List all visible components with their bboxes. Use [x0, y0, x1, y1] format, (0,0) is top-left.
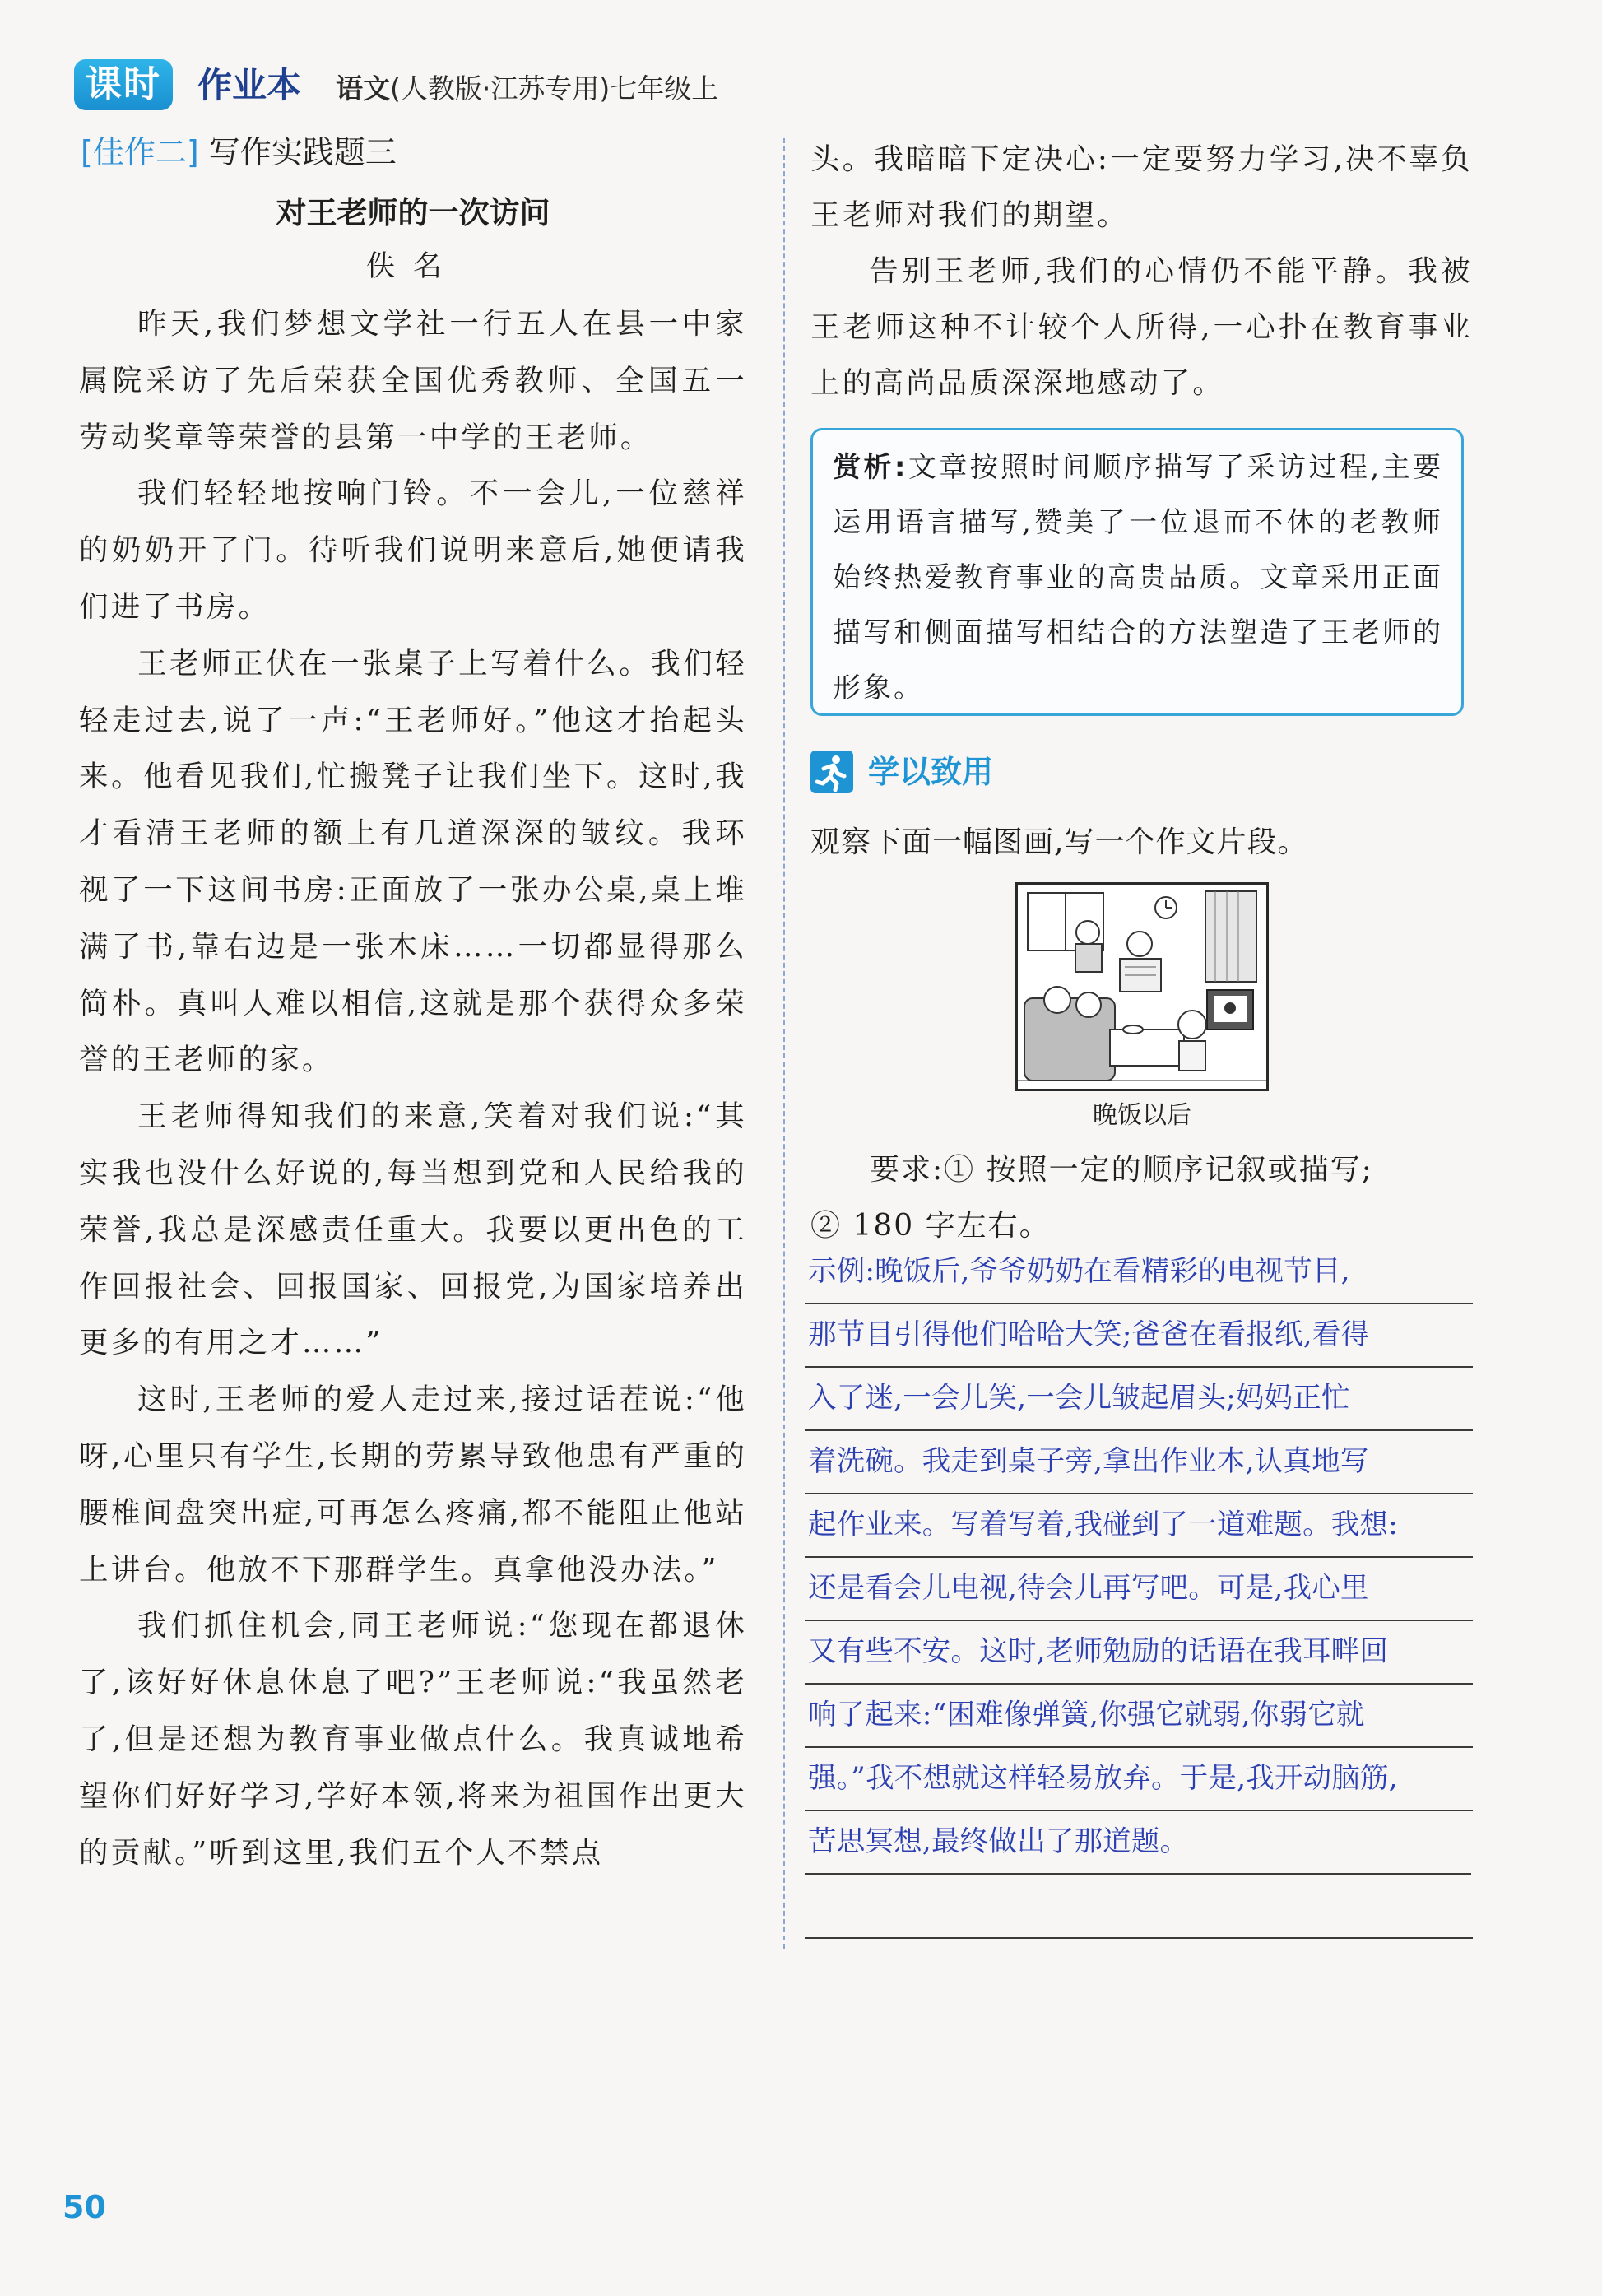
requirement-line: 要求:① 按照一定的顺序记叙或描写; — [870, 1153, 1373, 1187]
answer-line: 那节目引得他们哈哈大笑;爸爸在看报纸,看得 — [805, 1304, 1473, 1368]
essay-title: 对王老师的一次访问 — [276, 195, 550, 230]
essay-paragraph: 告别王老师,我们的心情仍不能平静。我被王老师这种不计较个人所得,一心扑在教育事业上的高尚品质深深地感动了。 — [810, 254, 1473, 400]
answer-line: 还是看会儿电视,待会儿再写吧。可是,我心里 — [805, 1558, 1473, 1621]
blank-writing-line — [805, 1875, 1473, 1939]
book-name: 作业本 — [197, 65, 302, 105]
essay-continuation — [810, 132, 1473, 411]
essay-paragraph: 王老师正伏在一张桌子上写着什么。我们轻轻走过去,说了一声:“王老师好。”他这才抬起头来。他看见我们,忙搬凳子让我们坐下。这时,我才看清王老师的额上有几道深深的皱纹。我环视了一下这间书房:正面放了一张办公桌,桌上堆满了书,靠右边是一张木床……一切都显得那么简朴。真叫人难以相信,这就是那个获得众多荣誉的王老师的家。 — [79, 646, 747, 1077]
answer-line: 又有些不安。这时,老师勉励的话语在我耳畔回 — [805, 1621, 1473, 1685]
appreciation-box — [810, 428, 1464, 716]
essay-paragraph: 头。我暗暗下定决心:一定要努力学习,决不辜负王老师对我们的期望。 — [810, 142, 1473, 232]
appreciation-label: 赏析: — [833, 451, 908, 484]
series-logo: 课时 — [74, 59, 173, 110]
running-figure-icon — [810, 751, 853, 793]
essay-paragraph: 昨天,我们梦想文学社一行五人在县一中家属院采访了先后荣获全国优秀教师、全国五一劳动奖章等荣誉的县第一中学的王老师。 — [79, 307, 747, 454]
subject-info — [336, 71, 718, 107]
answer-line: 入了迷,一会儿笑,一会儿皱起眉头;妈妈正忙 — [805, 1368, 1473, 1431]
family-evening-illustration — [1015, 882, 1269, 1091]
page-number: 50 — [63, 2189, 106, 2225]
essay-paragraph: 我们轻轻地按响门铃。不一会儿,一位慈祥的奶奶开了门。待听我们说明来意后,她便请我们进了书房。 — [79, 476, 747, 624]
answer-line: 示例:晚饭后,爷爷奶奶在看精彩的电视节目, — [805, 1241, 1473, 1304]
column-divider — [783, 138, 785, 1949]
section-label — [81, 132, 397, 173]
answer-line: 起作业来。写着写着,我碰到了一道难题。我想: — [805, 1494, 1473, 1558]
apply-section-title: 学以致用 — [868, 754, 994, 790]
essay-author: 佚名 — [365, 250, 460, 283]
section-title: 写作实践题三 — [208, 134, 397, 170]
answer-area — [805, 1241, 1473, 1939]
answer-line: 响了起来:“困难像弹簧,你强它就弱,你弱它就 — [805, 1685, 1473, 1748]
answer-line: 苦思冥想,最终做出了那道题。 — [805, 1811, 1471, 1875]
essay-body — [79, 296, 747, 1881]
section-tag: [佳作二] — [81, 134, 199, 170]
subject-name: 语文 — [336, 72, 390, 105]
edition-grade: (人教版·江苏专用)七年级上 — [390, 72, 719, 105]
requirement-line: ② 180 字左右。 — [810, 1209, 1051, 1243]
answer-line: 着洗碗。我走到桌子旁,拿出作业本,认真地写 — [805, 1431, 1473, 1494]
essay-paragraph: 这时,王老师的爱人走过来,接过话茬说:“他呀,心里只有学生,长期的劳累导致他患有严重的腰椎间盘突出症,可再怎么疼痛,都不能阻止他站上讲台。他放不下那群学生。真拿他没办法。” — [79, 1383, 747, 1587]
task-instruction: 观察下面一幅图画,写一个作文片段。 — [810, 825, 1308, 859]
requirements — [810, 1142, 1473, 1254]
essay-paragraph: 王老师得知我们的来意,笑着对我们说:“其实我也没什么好说的,每当想到党和人民给我的荣誉,我总是深感责任重大。我要以更出色的工作回报社会、回报国家、回报党,为国家培养出更多的有用之才……” — [79, 1099, 747, 1360]
answer-line: 强。”我不想就这样轻易放弃。于是,我开动脑筋, — [805, 1748, 1473, 1811]
appreciation-text: 文章按照时间顺序描写了采访过程,主要运用语言描写,赞美了一位退而不休的老教师始终热爱教育事业的高贵品质。文章采用正面描写和侧面描写相结合的方法塑造了王老师的形象。 — [833, 451, 1443, 704]
figure-caption: 晚饭以后 — [1093, 1101, 1191, 1130]
essay-paragraph: 我们抓住机会,同王老师说:“您现在都退休了,该好好休息休息了吧?”王老师说:“我虽然老了,但是还想为教育事业做点什么。我真诚地希望你们好好学习,学好本领,将来为祖国作出更大的贡献。”听到这里,我们五个人不禁点 — [79, 1609, 747, 1870]
